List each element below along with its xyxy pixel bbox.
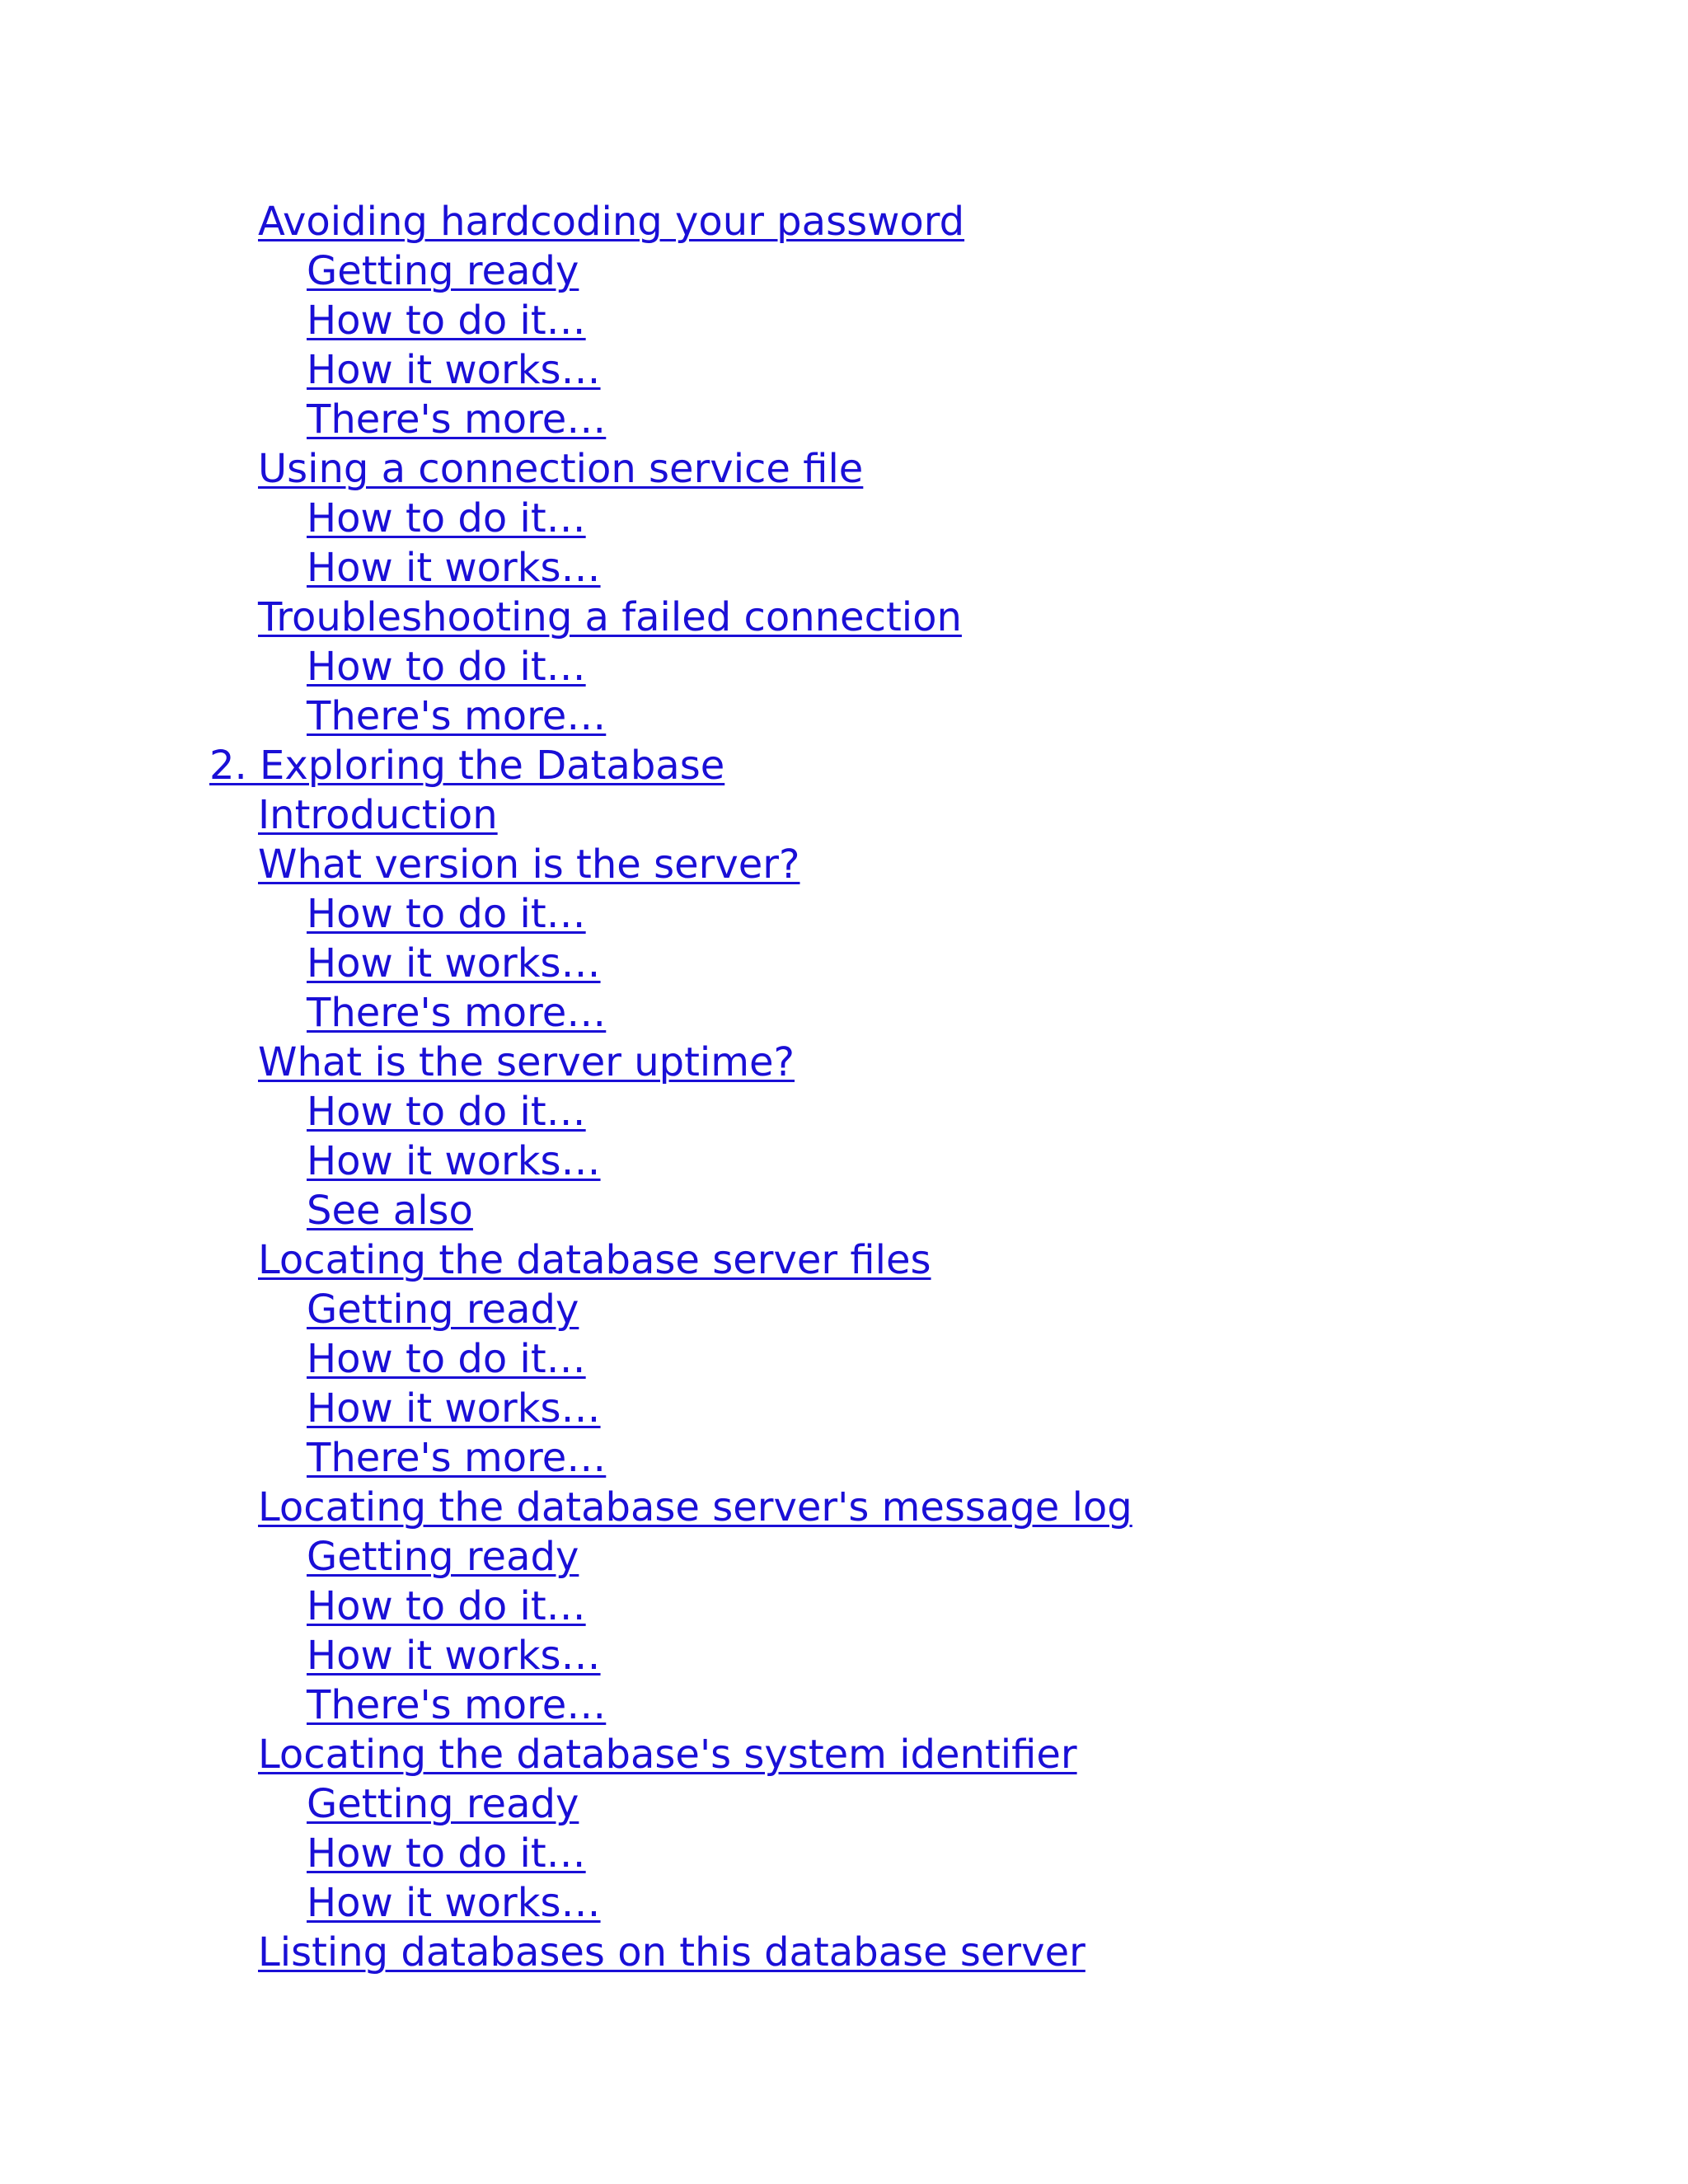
- toc-link[interactable]: What is the server uptime?: [258, 1039, 795, 1085]
- toc-section-item: [0, 1038, 1688, 1087]
- toc-chapter-item: [0, 741, 1688, 790]
- toc-subsection-item: [0, 642, 1688, 691]
- toc-subsection-item: [0, 1532, 1688, 1582]
- toc-link[interactable]: How to do it…: [307, 1830, 586, 1877]
- toc-link[interactable]: Locating the database's system identifier: [258, 1732, 1077, 1778]
- toc-subsection-item: [0, 1087, 1688, 1137]
- toc-link[interactable]: Listing databases on this database server: [258, 1929, 1085, 1975]
- toc-subsection-item: [0, 1334, 1688, 1384]
- toc-subsection-item: [0, 1137, 1688, 1186]
- toc-section-item: [0, 840, 1688, 889]
- toc-link[interactable]: Getting ready: [307, 248, 579, 294]
- toc-link[interactable]: Using a connection service file: [258, 446, 864, 492]
- toc-section-item: [0, 444, 1688, 494]
- toc-link[interactable]: How to do it…: [307, 891, 586, 937]
- toc-link[interactable]: Troubleshooting a failed connection: [258, 594, 962, 640]
- toc-subsection-item: [0, 691, 1688, 741]
- toc-link[interactable]: How it works…: [307, 940, 601, 987]
- toc-section-item: [0, 1235, 1688, 1285]
- toc-subsection-item: [0, 1582, 1688, 1631]
- toc-subsection-item: [0, 988, 1688, 1038]
- toc-section-item: [0, 1483, 1688, 1532]
- toc-link[interactable]: How to do it…: [307, 298, 586, 344]
- toc-subsection-item: [0, 889, 1688, 939]
- toc-link[interactable]: There's more…: [307, 1435, 607, 1481]
- toc-subsection-item: [0, 1384, 1688, 1433]
- toc-subsection-item: [0, 246, 1688, 296]
- toc-subsection-item: [0, 296, 1688, 345]
- toc-link[interactable]: There's more…: [307, 990, 607, 1036]
- table-of-contents: [0, 197, 1688, 1977]
- toc-link[interactable]: There's more…: [307, 1682, 607, 1728]
- toc-link[interactable]: How to do it…: [307, 1336, 586, 1382]
- toc-link[interactable]: Locating the database server files: [258, 1237, 931, 1283]
- toc-link[interactable]: Getting ready: [307, 1534, 579, 1580]
- toc-link[interactable]: How it works…: [307, 545, 601, 591]
- toc-link[interactable]: How it works…: [307, 1138, 601, 1184]
- toc-link[interactable]: How to do it…: [307, 1583, 586, 1629]
- toc-subsection-item: [0, 1433, 1688, 1483]
- toc-subsection-item: [0, 494, 1688, 543]
- toc-link[interactable]: How it works…: [307, 1880, 601, 1926]
- toc-link[interactable]: What version is the server?: [258, 841, 800, 888]
- toc-link[interactable]: Locating the database server's message log: [258, 1484, 1132, 1530]
- toc-subsection-item: [0, 1779, 1688, 1829]
- toc-link[interactable]: How it works…: [307, 1633, 601, 1679]
- toc-link[interactable]: There's more…: [307, 693, 607, 739]
- toc-link[interactable]: Getting ready: [307, 1286, 579, 1333]
- toc-link[interactable]: How it works…: [307, 1385, 601, 1432]
- toc-link[interactable]: Getting ready: [307, 1781, 579, 1827]
- toc-link[interactable]: There's more…: [307, 396, 607, 443]
- toc-subsection-item: [0, 1186, 1688, 1235]
- toc-section-item: [0, 197, 1688, 246]
- toc-subsection-item: [0, 939, 1688, 988]
- toc-section-item: [0, 790, 1688, 840]
- toc-link[interactable]: See also: [307, 1188, 473, 1234]
- toc-link[interactable]: How it works…: [307, 347, 601, 393]
- toc-subsection-item: [0, 395, 1688, 444]
- toc-link[interactable]: Introduction: [258, 792, 498, 838]
- toc-subsection-item: [0, 345, 1688, 395]
- toc-link[interactable]: 2. Exploring the Database: [209, 743, 725, 789]
- toc-subsection-item: [0, 543, 1688, 593]
- toc-link[interactable]: How to do it…: [307, 1089, 586, 1135]
- toc-link[interactable]: How to do it…: [307, 495, 586, 541]
- toc-section-item: [0, 1730, 1688, 1779]
- toc-subsection-item: [0, 1680, 1688, 1730]
- toc-section-item: [0, 593, 1688, 642]
- toc-subsection-item: [0, 1285, 1688, 1334]
- toc-link[interactable]: How to do it…: [307, 644, 586, 690]
- toc-section-item: [0, 1928, 1688, 1977]
- toc-link[interactable]: Avoiding hardcoding your password: [258, 199, 965, 245]
- toc-subsection-item: [0, 1631, 1688, 1680]
- toc-subsection-item: [0, 1829, 1688, 1878]
- toc-subsection-item: [0, 1878, 1688, 1928]
